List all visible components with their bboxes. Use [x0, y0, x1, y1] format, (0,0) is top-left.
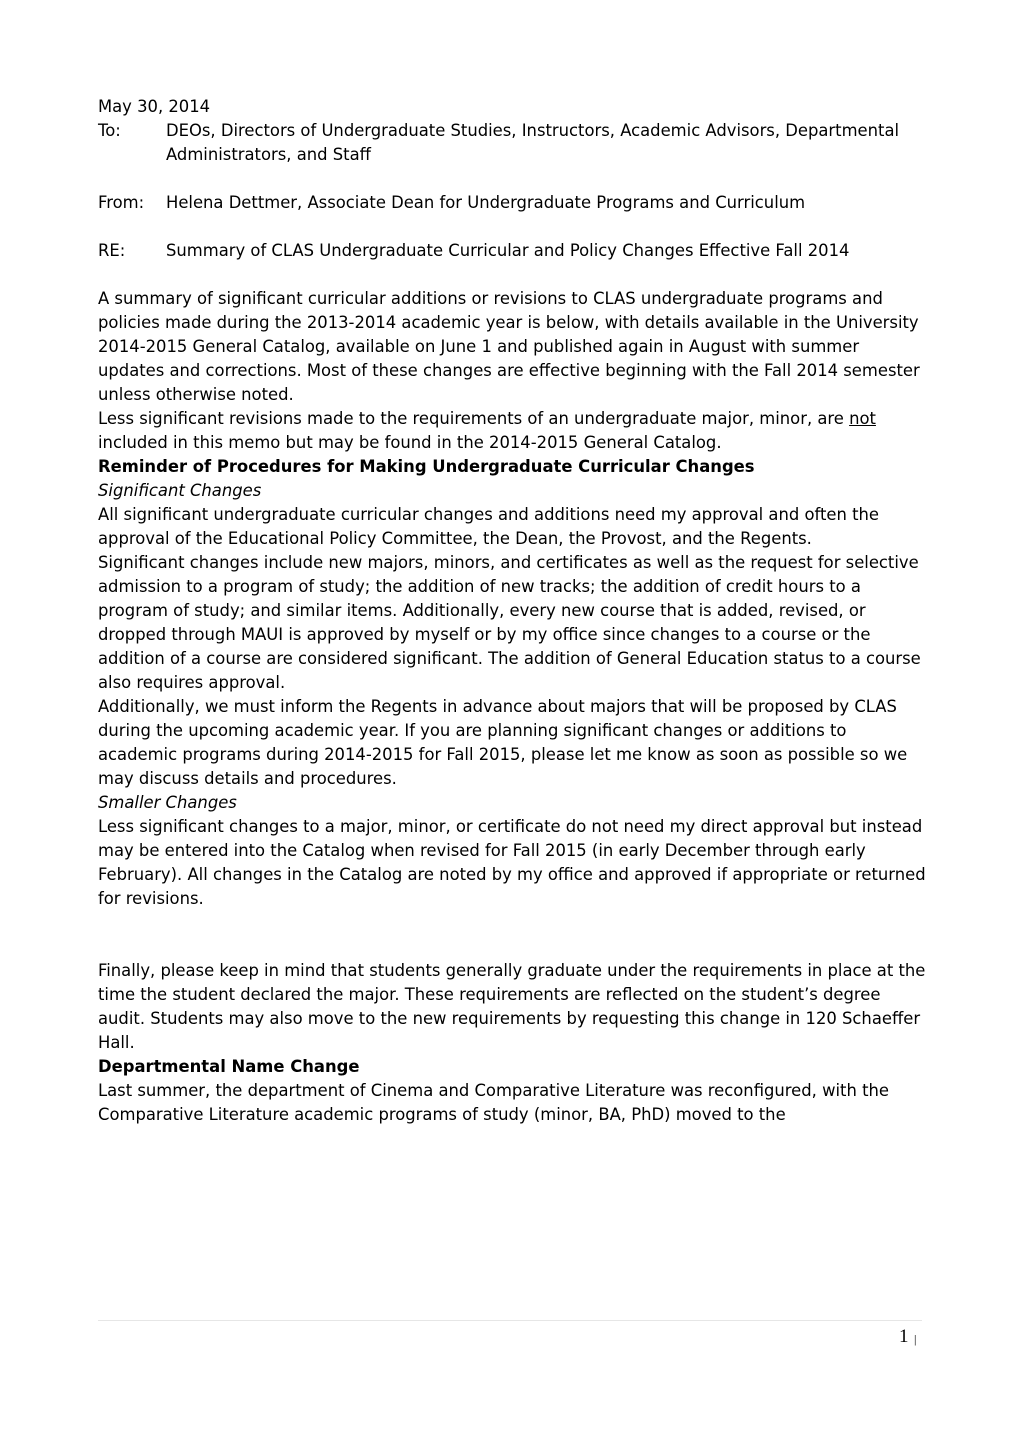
less-significant-text-end: included in this memo but may be found in the 2014-2015 General Catalog. [98, 433, 722, 452]
memo-date: May 30, 2014 [98, 97, 211, 116]
memo-from-value: Helena Dettmer, Associate Dean for Undergraduate Programs and Curriculum [166, 193, 806, 212]
footer-divider [98, 1320, 922, 1321]
page-number: 1 [899, 1326, 909, 1347]
less-significant-text-start: Less significant revisions made to the requirements of an undergraduate major, minor, are [98, 409, 850, 428]
approval-paragraph: All significant undergraduate curricular changes and additions need my approval and often the approval of the Educational Policy Committee, the Dean, the Provost, and the Regents. [98, 505, 879, 548]
summary-paragraph: A summary of significant curricular additions or revisions to CLAS undergraduate programs and policies made during the 2013-2014 academic year is below, with details available in the University 2014-2015 General Catalog, available on June 1 and published again in August with summer updates and corrections. Most of these changes are effective beginning with the Fall 2014 semester unless otherwise noted. [98, 289, 920, 404]
memo-from-label: From: [98, 193, 145, 212]
graduation-requirements-paragraph: Finally, please keep in mind that students generally graduate under the requirements in place at the time the student declared the major. These requirements are reflected on the student’s degree audit. Students may also move to the new requirements by requesting this change in 120 Schaeffer Hall. [98, 961, 926, 1052]
significant-changes-paragraph: Significant changes include new majors, minors, and certificates as well as the request for selective admission to a program of study; the addition of new tracks; the addition of credit hours to a program of study; and similar items. Additionally, every new course that is added, revised, or dropped through MAUI is approved by myself or by my office since changes to a course or the addition of a course are considered significant. The addition of General Education status to a course also requires approval. [98, 553, 921, 692]
name-change-paragraph: Last summer, the department of Cinema and Comparative Literature was reconfigured, with the Comparative Literature academic programs of study (minor, BA, PhD) moved to the [98, 1081, 889, 1124]
memo-from-row [98, 191, 928, 215]
memo-re-label: RE: [98, 241, 126, 260]
less-significant-paragraph [98, 407, 928, 455]
memo-re-row [98, 239, 928, 263]
name-change-heading: Departmental Name Change [98, 1057, 360, 1076]
smaller-changes-paragraph: Less significant changes to a major, minor, or certificate do not need my direct approval but instead may be entered into the Catalog when revised for Fall 2015 (in early December through early February). All changes in the Catalog are noted by my office and approved if appropriate or returned for revisions. [98, 817, 926, 908]
memo-to-value: DEOs, Directors of Undergraduate Studies, Instructors, Academic Advisors, Departmental Administrators, and Staff [166, 121, 900, 164]
smaller-changes-subheading: Smaller Changes [98, 793, 237, 812]
memo-page [98, 95, 928, 1127]
procedures-heading: Reminder of Procedures for Making Undergraduate Curricular Changes [98, 457, 755, 476]
significant-changes-subheading: Significant Changes [98, 481, 262, 500]
emphasis-not: not [849, 409, 876, 428]
memo-to-label: To: [98, 121, 121, 140]
memo-re-value: Summary of CLAS Undergraduate Curricular and Policy Changes Effective Fall 2014 [166, 241, 850, 260]
memo-to-row [98, 119, 928, 167]
page-number-separator: | [914, 1332, 917, 1346]
regents-paragraph: Additionally, we must inform the Regents in advance about majors that will be proposed by CLAS during the upcoming academic year. If you are planning significant changes or additions to academic programs during 2014-2015 for Fall 2015, please let me know as soon as possible so we may discuss details and procedures. [98, 697, 908, 788]
